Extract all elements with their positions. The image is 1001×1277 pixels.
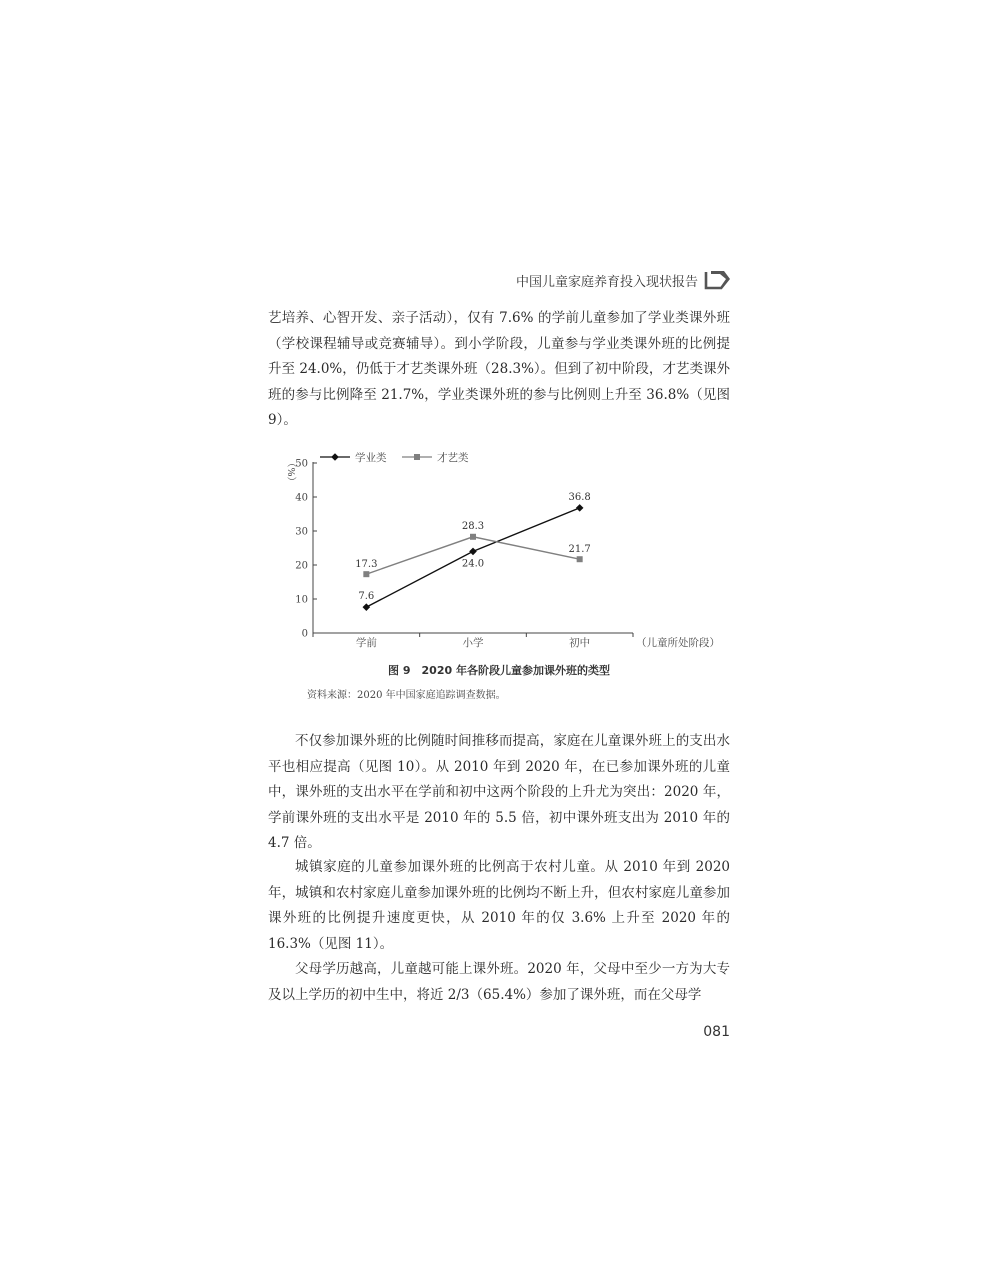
- x-tick-label: 初中: [569, 637, 591, 649]
- y-tick-label: 50: [295, 458, 308, 470]
- data-point-2: [577, 556, 583, 562]
- body-paragraph-3: 城镇家庭的儿童参加课外班的比例高于农村儿童。从 2010 年到 2020 年，城镇和农村家庭儿童参加课外班的比例均不断上升，但农村家庭儿童参加课外班的比例提升速度更快，从 2010 年的仅 3.6% 上升至 2020 年的 16.3%（见图 11）。: [268, 859, 730, 952]
- figure-9-chart: [268, 444, 730, 660]
- y-axis-label: （%）: [285, 457, 296, 487]
- y-tick-label: 40: [295, 492, 308, 504]
- legend-label: 才艺类: [437, 452, 469, 464]
- data-point-1: [469, 548, 477, 556]
- y-tick-label: 30: [295, 526, 308, 538]
- data-label: 21.7: [568, 544, 591, 556]
- body-paragraph-4: 父母学历越高，儿童越可能上课外班。2020 年，父母中至少一方为大专及以上学历的初中生中，将近 2/3（65.4%）参加了课外班，而在父母学: [268, 961, 730, 1003]
- running-head: [500, 268, 732, 292]
- legend-label: 学业类: [355, 452, 387, 464]
- figure-title: 图 9 2020 年各阶段儿童参加课外班的类型: [388, 664, 610, 677]
- data-label: 24.0: [461, 558, 485, 570]
- data-label: 17.3: [355, 559, 378, 571]
- x-tick-label: 小学: [462, 637, 484, 649]
- y-tick-label: 20: [295, 560, 308, 572]
- y-tick-label: 10: [295, 594, 308, 606]
- page-number: 081: [703, 1024, 730, 1040]
- data-point-2: [470, 534, 476, 540]
- data-point-1: [363, 603, 371, 611]
- y-tick-label: 0: [301, 628, 308, 640]
- data-point-1: [576, 504, 584, 512]
- figure-source: 资料来源：2020 年中国家庭追踪调查数据。: [307, 690, 506, 701]
- x-tick-label: 学前: [355, 637, 377, 649]
- body-paragraph-2: 不仅参加课外班的比例随时间推移而提高，家庭在儿童课外班上的支出水平也相应提高（见图 10）。从 2010 年到 2020 年，在已参加课外班的儿童中，课外班的支出水平在学前和初中这两个阶段的上升尤为突出：2020 年，学前课外班的支出水平是 2010 年的 5.5 倍，初中课外班支出为 2010 年的 4.7 倍。: [268, 733, 730, 852]
- body-paragraph-1: 艺培养、心智开发、亲子活动），仅有 7.6% 的学前儿童参加了学业类课外班（学校课程辅导或竞赛辅导）。到小学阶段，儿童参与学业类课外班的比例提升至 24.0%，仍低于才艺类课外班（28.3%）。但到了初中阶段，才艺类课外班的参与比例降至 21.7%，学业类课外班的参与比例则上升至 36.8%（见图 9）。: [268, 310, 730, 429]
- x-axis-label: （儿童所处阶段）: [636, 637, 720, 649]
- data-label: 7.6: [358, 591, 375, 603]
- running-head-title: 中国儿童家庭养育投入现状报告: [515, 275, 698, 290]
- data-label: 36.8: [568, 491, 591, 503]
- data-point-2: [363, 571, 369, 577]
- line-chart: [268, 444, 730, 660]
- chapter-arrow-icon: [702, 268, 732, 292]
- legend-marker: [331, 453, 339, 461]
- data-label: 28.3: [461, 520, 485, 532]
- legend-marker: [414, 454, 420, 460]
